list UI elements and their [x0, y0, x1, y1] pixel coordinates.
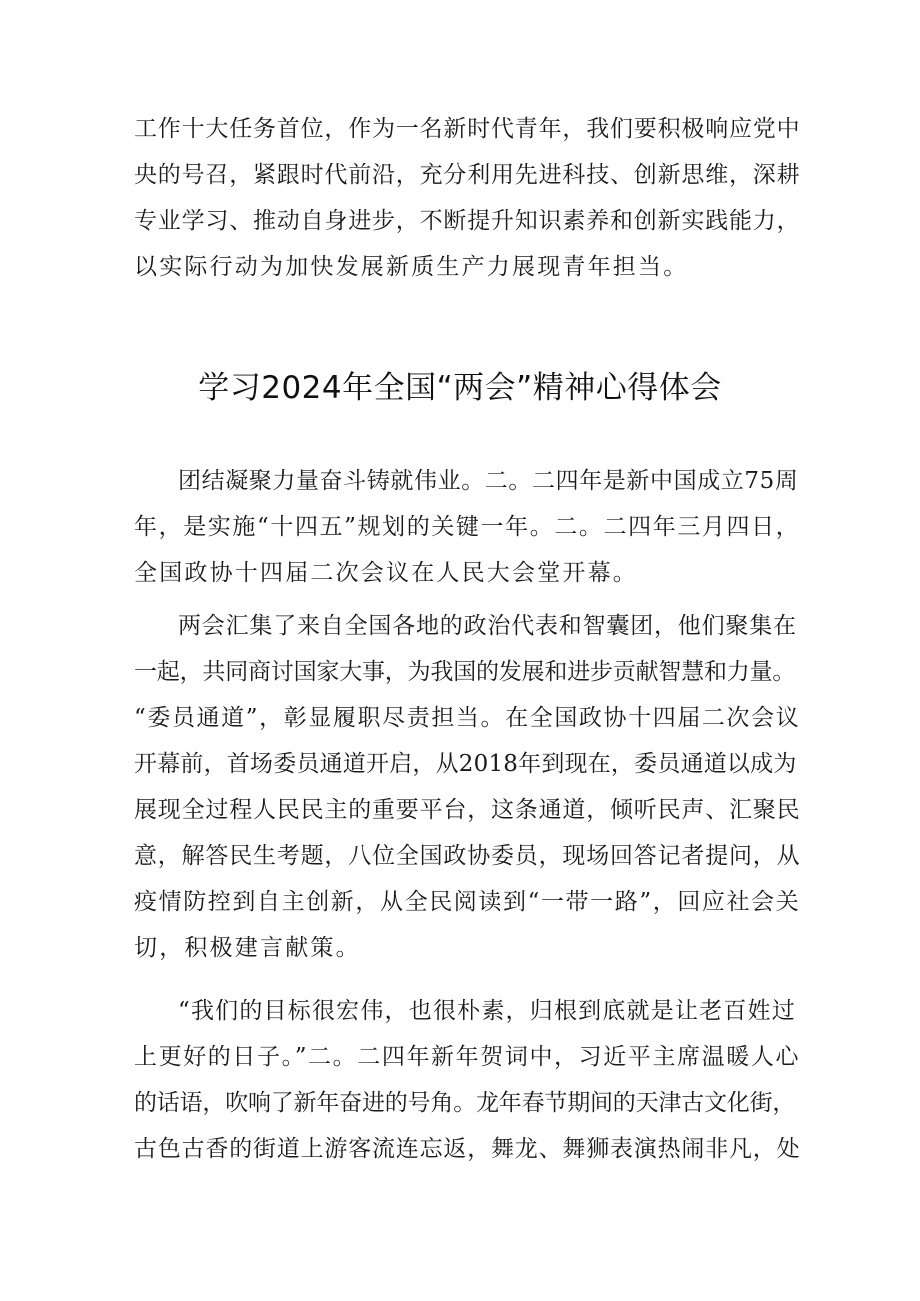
paragraph-line: 年，是实施“十四五”规划的关键一年。二。二四年三月四日， — [134, 514, 801, 540]
paragraph-line: 意，解答民生考题，八位全国政协委员，现场回答记者提问，从 — [134, 843, 801, 869]
paragraph-line: 古色古香的街道上游客流连忘返，舞龙、舞狮表演热闹非凡，处 — [134, 1136, 801, 1162]
paragraph-line: 全国政协十四届二次会议在人民大会堂开幕。 — [134, 560, 638, 586]
intro-line: 以实际行动为加快发展新质生产力展现青年担当。 — [134, 254, 689, 280]
paragraph-line: “我们的目标很宏伟，也很朴素，归根到底就是让老百姓过 — [178, 998, 796, 1024]
paragraph-line: “委员通道”，彰显履职尽责担当。在全国政协十四届二次会议 — [134, 705, 801, 731]
paragraph-line: 上更好的日子。”二。二四年新年贺词中，习近平主席温暖人心 — [134, 1044, 801, 1070]
paragraph-line: 开幕前，首场委员通道开启，从2018年到现在，委员通道以成为 — [134, 751, 797, 777]
article-title: 学习2024年全国“两会”精神心得体会 — [198, 370, 722, 406]
intro-line: 工作十大任务首位，作为一名新时代青年，我们要积极响应党中 — [134, 116, 801, 142]
paragraph-line: 切，积极建言献策。 — [134, 935, 361, 961]
paragraph-line: 展现全过程人民民主的重要平台，这条通道，倾听民声、汇聚民 — [134, 797, 801, 823]
paragraph-line: 团结凝聚力量奋斗铸就伟业。二。二四年是新中国成立75周 — [178, 468, 799, 494]
intro-line: 专业学习、推动自身进步，不断提升知识素养和创新实践能力， — [134, 208, 801, 234]
paragraph-line: 一起，共同商讨国家大事，为我国的发展和进步贡献智慧和力量。 — [134, 659, 796, 685]
paragraph-line: 疫情防控到自主创新，从全民阅读到“一带一路”，回应社会关 — [134, 889, 801, 915]
intro-line: 央的号召，紧跟时代前沿，充分利用先进科技、创新思维，深耕 — [134, 162, 801, 188]
paragraph-line: 两会汇集了来自全国各地的政治代表和智囊团，他们聚集在 — [178, 613, 797, 639]
paragraph-line: 的话语，吹响了新年奋进的号角。龙年春节期间的天津古文化街， — [134, 1090, 796, 1116]
